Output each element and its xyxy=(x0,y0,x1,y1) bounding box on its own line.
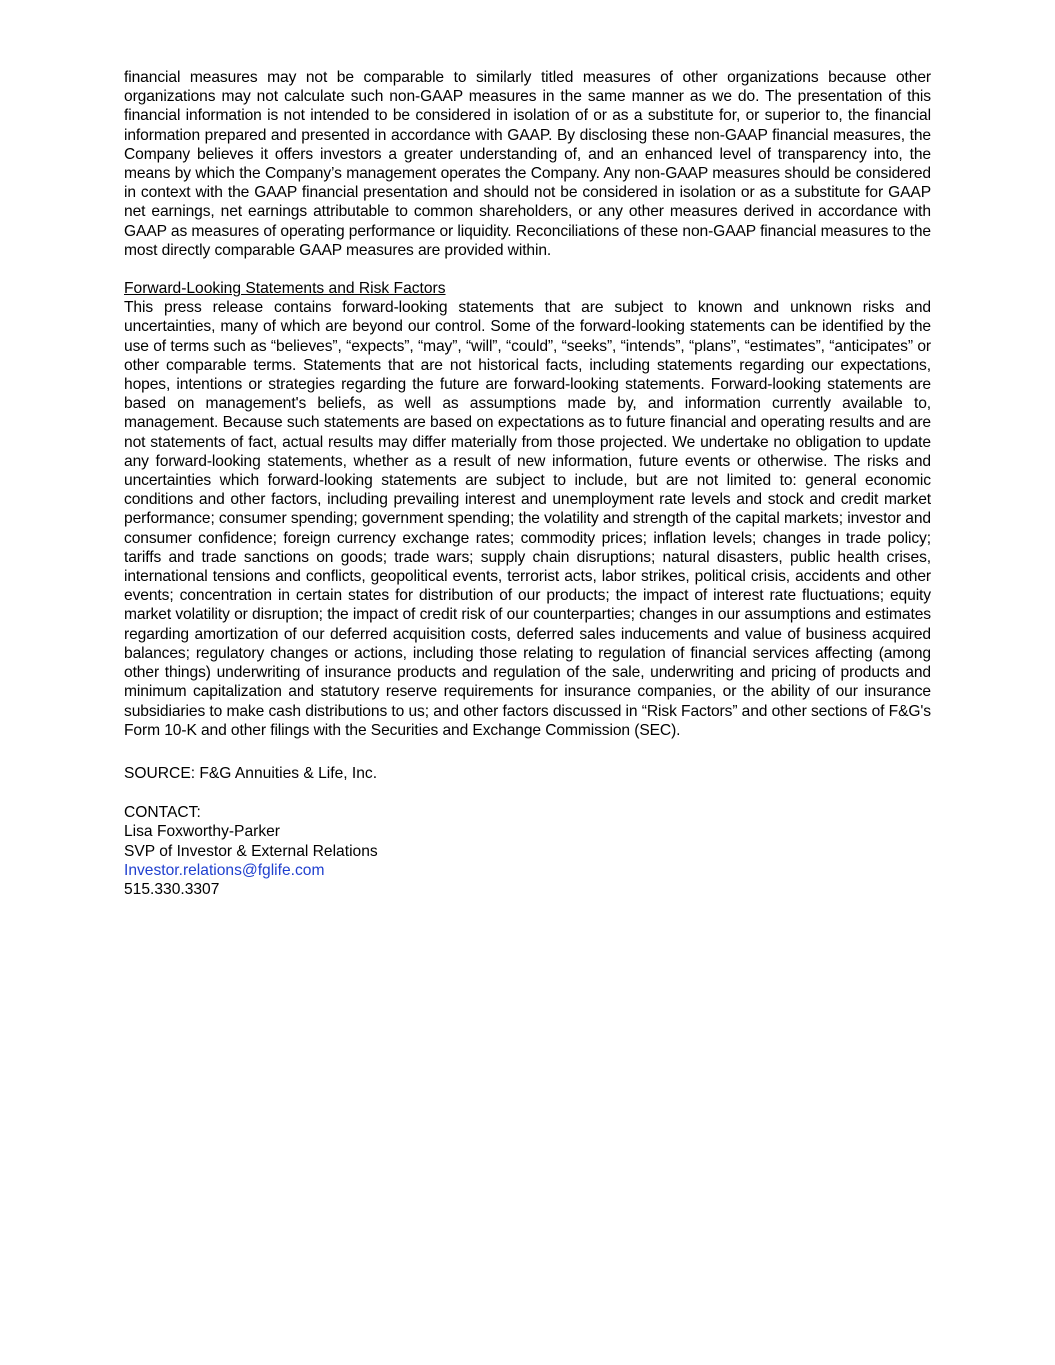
source-line: SOURCE: F&G Annuities & Life, Inc. xyxy=(124,764,378,782)
forward-looking-heading: Forward-Looking Statements and Risk Factors xyxy=(124,280,446,298)
contact-title: SVP of Investor & External Relations xyxy=(124,842,378,860)
forward-looking-paragraph: This press release contains forward-looking statements that are subject to known and unknown risks and uncertainties, many of which are beyond our control. Some of the forward-looking statements can be identified by the use of terms such as “believes”, “expects”, “may”, “will”, “could”, “seeks”, “intends”, “plans”, “estimates”, “anticipates” or other comparable terms. Statements that are not historical facts, including statements regarding our expectations, hopes, intentions or strategies regarding the future are forward-looking statements. Forward-looking statements are based on management's beliefs, as well as assumptions made by, and information currently available to, management. Because such statements are based on expectations as to future financial and operating results and are not statements of fact, actual results may differ materially from those projected. We undertake no obligation to update any forward-looking statements, whether as a result of new information, future events or otherwise. The risks and uncertainties which forward-looking statements are subject to include, but are not limited to: general economic conditions and other factors, including prevailing interest and unemployment rate levels and stock and credit market performance; consumer spending; government spending; the volatility and strength of the capital markets; investor and consumer confidence; foreign currency exchange rates; commodity prices; inflation levels; changes in trade policy; tariffs and trade sanctions on goods; trade wars; supply chain disruptions; natural disasters, public health crises, international tensions and conflicts, geopolitical events, terrorist acts, labor strikes, political crisis, accidents and other events; concentration in certain states for distribution of our products; the impact of interest rate fluctuations; equity market volatility or disruption; the impact of credit risk of our counterparties; changes in our assumptions and estimates regarding amortization of our deferred acquisition costs, deferred sales inducements and value of business acquired balances; regulatory changes or actions, including those relating to regulation of financial services affecting (among other things) underwriting of insurance products and regulation of the sale, underwriting and pricing of products and minimum capitalization and statutory reserve requirements for insurance companies, or the ability of our insurance subsidiaries to make cash distributions to us; and other factors discussed in “Risk Factors” and other sections of F&G's Form 10-K and other filings with the Securities and Exchange Commission (SEC). xyxy=(124,299,931,739)
contact-email-link[interactable]: Investor.relations@fglife.com xyxy=(124,861,325,879)
contact-label: CONTACT: xyxy=(124,804,201,822)
document-page xyxy=(124,68,931,899)
contact-block xyxy=(124,803,931,899)
contact-phone: 515.330.3307 xyxy=(124,880,220,898)
contact-name: Lisa Foxworthy-Parker xyxy=(124,823,280,841)
non-gaap-disclosure-paragraph: financial measures may not be comparable to similarly titled measures of other organizations because other organizations may not calculate such non-GAAP measures in the same manner as we do. The presentation of this financial information is not intended to be considered in isolation of or as a substitute for, or superior to, the financial information prepared and presented in accordance with GAAP. By disclosing these non-GAAP financial measures, the Company believes it offers investors a greater understanding of, and an enhanced level of transparency into, the means by which the Company’s management operates the Company. Any non-GAAP measures should be considered in context with the GAAP financial presentation and should not be considered in isolation or as a substitute for GAAP net earnings, net earnings attributable to common shareholders, or any other measures derived in accordance with GAAP as measures of operating performance or liquidity. Reconciliations of these non-GAAP financial measures to the most directly comparable GAAP measures are provided within. xyxy=(124,69,931,259)
